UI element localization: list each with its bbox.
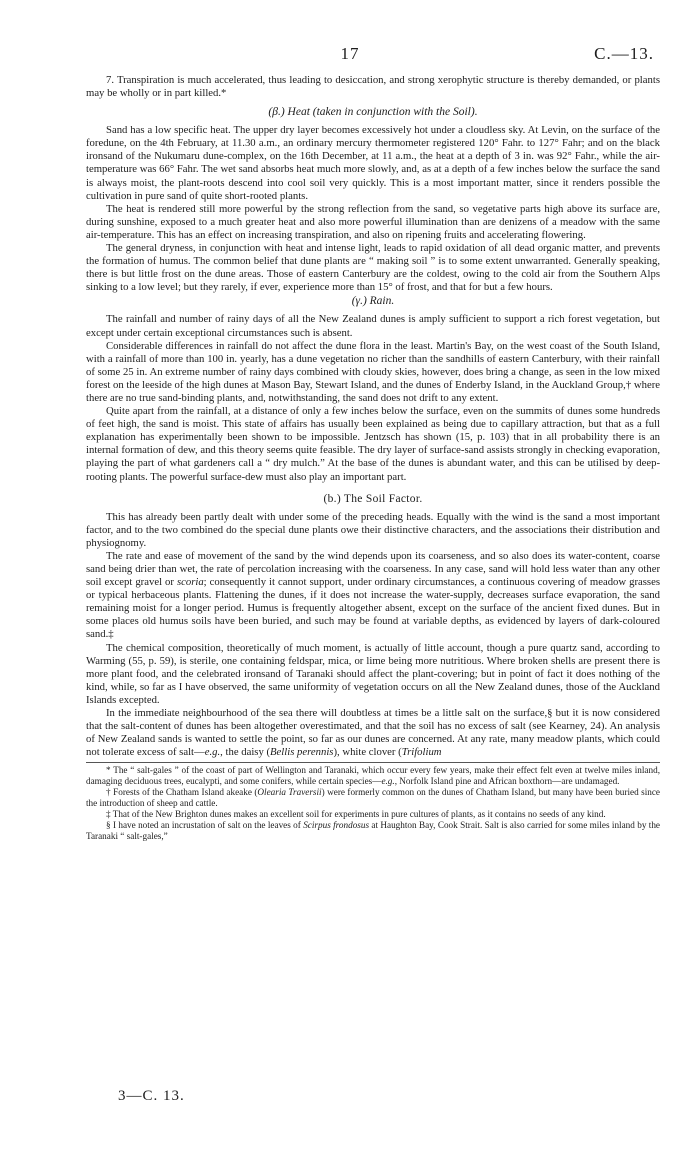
heat-paragraph-3: The general dryness, in conjunction with heat and intense light, leads to rapid oxidation of all dead organic matter, and prevents the formation of humus. The common belief that dune plants are “ making soil ” is to some extent unwarranted. Generally speaking, there is but little frost on the dune areas. Those of eastern Canterbury are the coldest, owing to the cold air from the Southern Alps sinking to a low level; but they rarely, if ever, experience more than 15° of frost, and that for but a few hours. (86, 242, 660, 294)
section-rain-heading: (γ.) Rain. (351, 295, 395, 308)
footnote-3: ‡ That of the New Brighton dunes makes an excellent soil for experiments in pure cultures of plants, as it contains no seeds of any kind. (106, 809, 606, 820)
footnote-4: § I have noted an incrustation of salt on the leaves of Scirpus frondosus at Haughton Bay, Cook Strait. Salt is also carried for some miles inland by the Taranaki “ salt-gales,” (86, 820, 660, 842)
section-heat-heading: (β.) Heat (taken in conjunction with the Soil). (268, 106, 478, 119)
signature-mark: 3—C. 13. (118, 1088, 185, 1104)
rain-paragraph-3: Quite apart from the rainfall, at a distance of only a few inches below the surface, even on the summits of dunes some hundreds of feet high, the sand is moist. This state of affairs has usually been explained as being due to capillary attraction, but that as a full explanation has experimentally been shown to be impossible. Jentzsch has shown (15, p. 103) that in all probability there is an internal formation of dew, and this theory seems quite feasible. The dry layer of surface-sand assists strongly in checking evaporation, playing the part of what gardeners call a “ dry mulch.” At the base of the dunes is abundant water, and this can be utilised by deep-rooting plants. The powerful surface-dew must also play an important part. (86, 405, 660, 483)
page-number: 17 (340, 44, 360, 63)
main-text (86, 74, 660, 842)
footnote-divider (86, 762, 660, 763)
rain-paragraph-2: Considerable differences in rainfall do not affect the dune flora in the least. Martin's Bay, on the west coast of the South Island, with a rainfall of more than 100 in. yearly, has a dune vegetation no richer than the sandhills of eastern Canterbury, with their rainfall of some 25 in. An extreme number of rainy days combined with cloudy skies, however, does bring a change, as seen in the low mixed forest on the leeside of the high dunes at Mason Bay, Stewart Island, and the dunes of Enderby Island, in the Auckland Group,† where there are no true sand-binding plants, and, notwithstanding, the sand does not drift to any extent. (86, 339, 660, 404)
heat-paragraph-1: Sand has a low specific heat. The upper dry layer becomes excessively hot under a cloudless sky. At Levin, on the surface of the foredune, on the 4th February, at 11.30 a.m., an ordinary mercury thermometer registered 120° Fahr. to 127° Fahr; and on the black ironsand of the Nukumaru dune-complex, on the 16th December, at 11 a.m., the heat at a depth of 3 in. was 92° Fahr., while the air-temperature was 66° Fahr. The wet sand absorbs heat much more slowly, and, as at a depth of a few inches below the surface the sand is always moist, the plant-roots descend into cool soil very quickly. This is a most important matter, since it renders possible the cultivation in pure sand of quite short-rooted plants. (86, 124, 660, 202)
soil-paragraph-3: The chemical composition, theoretically of much moment, is actually of little account, though a pure quartz sand, according to Warming (55, p. 59), is sterile, one containing feldspar, mica, or lime being more nutritious. Where broken shells are present there is more plant food, and the celebrated ironsand of Taranaki should affect the plant-covering; but in point of fact it does nothing of the kind, while, so far as I have observed, the same uniformity of vegetation occurs on all the New Zealand dunes, those of the Auckland Islands excepted. (86, 641, 660, 706)
footnote-1: * The “ salt-gales ” of the coast of part of Wellington and Taranaki, which occur every few years, make their effect felt even at twelve miles inland, damaging deciduous trees, eucalypti, and some conifers, while certain species—e.g., Norfolk Island pine and African boxthorn—are undamaged. (86, 765, 660, 787)
soil-paragraph-1: This has already been partly dealt with under some of the preceding heads. Equally with the wind is the sand a most important factor, and to the two combined do the special dune plants owe their distinctive characters, and the associations their distribution and physiognomy. (86, 510, 660, 549)
soil-paragraph-2: The rate and ease of movement of the sand by the wind depends upon its coarseness, and so also does its water-content, coarse sand being drier than wet, the rate of percolation increasing with the coarseness. In any case, sand will hold less water than any other soil except gravel or scoria; consequently it cannot support, under ordinary circumstances, a continuous covering of meadow grasses or typical herbaceous plants. Flattening the dunes, if it does not increase the water-supply, decreases surface evaporation, the sand remaining moist for a longer period. Humus is frequently altogether absent, except on the surface of the ancient fixed dunes. But in some places old humus soils have been buried, and such may be found at variable depths, as evidenced by layers of dark-coloured sand.‡ (86, 549, 660, 641)
section-soil-heading: (b.) The Soil Factor. (323, 492, 423, 505)
intro-paragraph: 7. Transpiration is much accelerated, thus leading to desiccation, and strong xerophytic structure is thereby demanded, or plants may be wholly or in part killed.* (86, 74, 660, 100)
heat-paragraph-2: The heat is rendered still more powerful by the strong reflection from the sand, so vegetative parts high above its surface are, during sunshine, exposed to a much greater heat and also more powerful illumination than are denizens of a meadow with the same air-temperature. This has an effect on increasing transpiration, and also on ripening fruits and accelerating flowering. (86, 202, 660, 241)
soil-paragraph-4: In the immediate neighbourhood of the sea there will doubtless at times be a little salt on the surface,§ but it is now considered that the salt-content of dunes has been altogether overestimated, and that the soil has no excess of salt (see Kearney, 24). An analysis of New Zealand sands is wanted to settle the point, so far as our dunes are concerned. At any rate, many meadow plants, which could not tolerate excess of salt—e.g., the daisy (Bellis perennis), white clover (Trifolium (86, 707, 660, 759)
document-reference: C.—13. (594, 44, 654, 63)
rain-paragraph-1: The rainfall and number of rainy days of all the New Zealand dunes is amply sufficient to support a rich forest vegetation, but except under certain exceptional circumstances such is absent. (86, 313, 660, 339)
footnote-2: † Forests of the Chatham Island akeake (Olearia Traversii) were formerly common on the dunes of Chatham Island, but many have been buried since the introduction of sheep and cattle. (86, 787, 660, 809)
